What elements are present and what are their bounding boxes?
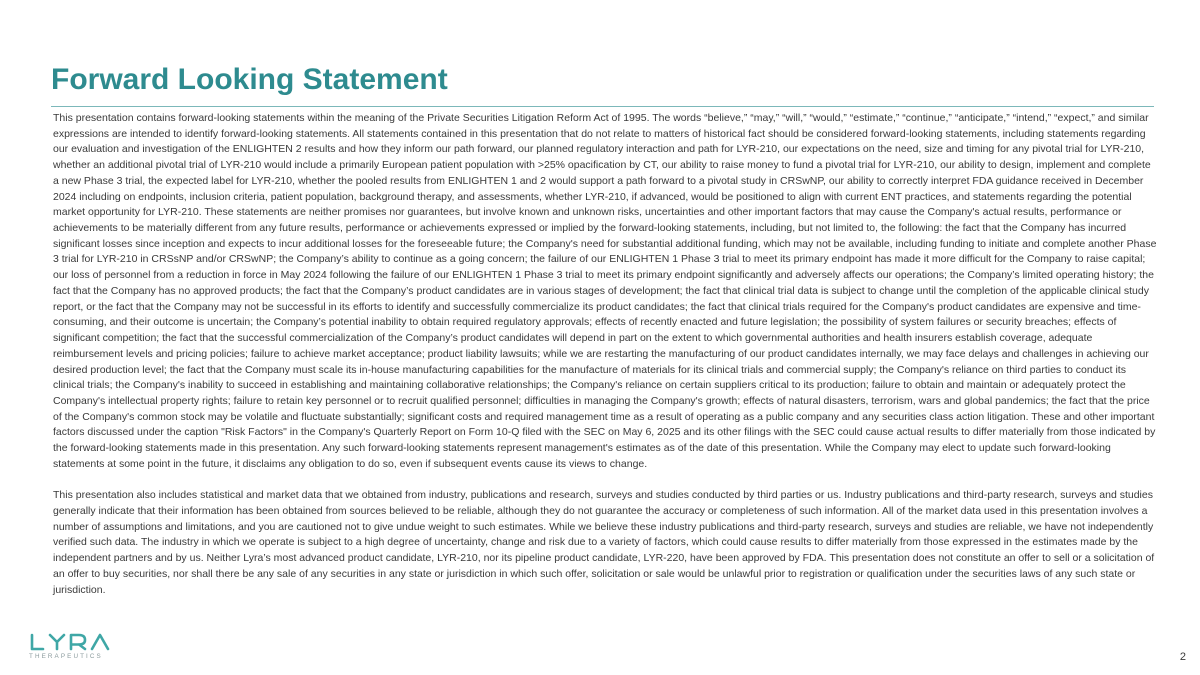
logo-letter-r: [71, 635, 85, 649]
lyra-therapeutics-logo: [29, 632, 113, 662]
logo-letter-a: [92, 635, 108, 649]
forward-looking-paragraph: This presentation contains forward-looking statements within the meaning of the Private Securities Litigation Reform Act of 1995. The words “believe,” “may,” “will,” “would,” “estimate,” “continue,” “anticipate,” “intend,” “expect,” and similar expressions are intended to identify forward-looking statements. All statements contained in this presentation that do not relate to matters of historical fact should be considered forward-looking statements, including statements regarding our evaluation and investigation of the ENLIGHTEN 2 results and how they inform our path forward, our planned regulatory interaction and path for LYR-210, our expectations on the need, size and timing for any pivotal trial for LYR-210, whether an additional pivotal trial of LYR-210 would include a primarily European patient population with >25% opacification by CT, our ability to raise money to fund a pivotal trial for LYR-210, our ability to design, implement and complete a new Phase 3 trial, the expected label for LYR-210, whether the pooled results from ENLIGHTEN 1 and 2 would support a path forward to a pivotal study in CRSwNP, our ability to correctly interpret FDA guidance received in December 2024 including on endpoints, inclusion criteria, patient population, background therapy, and assessments, whether LYR-210, if advanced, would be positioned to align with current ENT practices, and statements regarding the potential market opportunity for LYR-210. These statements are neither promises nor guarantees, but involve known and unknown risks, uncertainties and other important factors that may cause the Company's actual results, performance or achievements to be materially different from any future results, performance or achievements expressed or implied by the forward-looking statements, including, but not limited to, the following: the fact that the Company has incurred significant losses since inception and expects to incur additional losses for the foreseeable future; the Company's need for substantial additional funding, which may not be available, including funding to initiate and complete another Phase 3 trial for LYR-210 in CRSsNP and/or CRSwNP; the Company’s ability to continue as a going concern; the failure of our ENLIGHTEN 1 Phase 3 trial to meet its primary endpoint has made it more difficult for the Company to raise capital; our loss of personnel from a reduction in force in May 2024 following the failure of our ENLIGHTEN 1 Phase 3 trial to meet its primary endpoint significantly and adversely affects our operations; the Company’s limited operating history; the fact that the Company has no approved products; the fact that the Company’s product candidates are in various stages of development; the fact that clinical trial data is subject to change until the completion of the applicable clinical study report, or the fact that the Company may not be successful in its efforts to identify and successfully commercialize its product candidates; the fact that clinical trials required for the Company's product candidates are expensive and time-consuming, and their outcome is uncertain; the Company’s potential inability to obtain required regulatory approvals; effects of recently enacted and future legislation; the possibility of system failures or security breaches; effects of significant competition; the fact that the successful commercialization of the Company’s product candidates will depend in part on the extent to which governmental authorities and health insurers establish coverage, adequate reimbursement levels and pricing policies; failure to achieve market acceptance; product liability lawsuits; while we are restarting the manufacturing of our product candidates internally, we may face delays and challenges in achieving our desired production level; the fact that the Company must scale its in-house manufacturing capabilities for the manufacture of materials for its clinical trials and commercial supply; the Company's reliance on third parties to conduct its clinical trials; the Company's inability to succeed in establishing and maintaining collaborative relationships; the Company's reliance on certain suppliers critical to its production; failure to obtain and maintain or adequately protect the Company's intellectual property rights; failure to retain key personnel or to recruit qualified personnel; difficulties in managing the Company's growth; effects of natural disasters, terrorism, wars and global pandemics; the fact that the price of the Company's common stock may be volatile and fluctuate substantially; significant costs and required management time as a result of operating as a public company and any securities class action litigation. These and other important factors discussed under the caption "Risk Factors" in the Company's Quarterly Report on Form 10-Q filed with the SEC on May 6, 2025 and its other filings with the SEC could cause actual results to differ materially from those indicated by the forward-looking statements made in this presentation. Any such forward-looking statements represent management's estimates as of the date of this presentation. While the Company may elect to update such forward-looking statements at some point in the future, it disclaims any obligation to do so, even if subsequent events cause its views to change.: [53, 112, 1157, 470]
lyra-wordmark: [29, 632, 113, 652]
logo-subtitle: THERAPEUTICS: [29, 653, 103, 660]
disclaimer-body: [53, 111, 1157, 598]
logo-letter-y: [50, 635, 64, 649]
title-divider: [51, 106, 1154, 107]
page-title: Forward Looking Statement: [51, 63, 448, 96]
page-number: 2: [1179, 651, 1186, 663]
logo-letter-l: [32, 635, 43, 649]
market-data-paragraph: This presentation also includes statistical and market data that we obtained from industry, publications and research, surveys and studies conducted by third parties or us. Industry publications and third-party research, surveys and studies generally indicate that their information has been obtained from sources believed to be reliable, although they do not guarantee the accuracy or completeness of such information. All of the market data used in this presentation involves a number of assumptions and limitations, and you are cautioned not to give undue weight to such estimates. While we believe these industry publications and third-party research, surveys and studies are reliable, we have not independently verified such data. The industry in which we operate is subject to a high degree of uncertainty, change and risk due to a variety of factors, which could cause results to differ materially from those expressed in the estimates made by the independent partners and by us. Neither Lyra’s most advanced product candidate, LYR-210, nor its pipeline product candidate, LYR-220, have been approved by FDA. This presentation does not constitute an offer to sell or a solicitation of an offer to buy securities, nor shall there be any sale of any securities in any state or jurisdiction in which such offer, solicitation or sale would be unlawful prior to registration or qualification under the securities laws of any such state or jurisdiction.: [53, 489, 1155, 596]
